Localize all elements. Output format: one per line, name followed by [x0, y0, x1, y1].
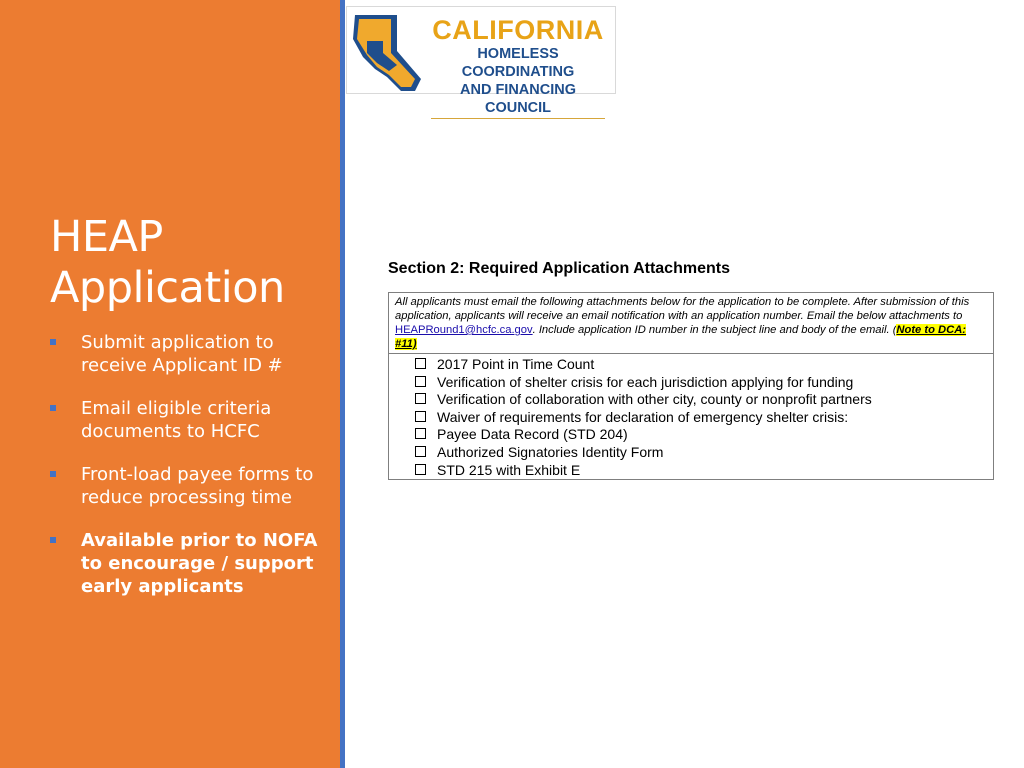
email-link[interactable]: HEAPRound1@hcfc.ca.gov — [395, 324, 533, 336]
checklist-item: STD 215 with Exhibit E — [415, 462, 993, 480]
bullet-item: Submit application to receive Applicant ID # — [50, 331, 330, 377]
note-highlight: Note to DCA: #11) — [395, 324, 967, 350]
logo-line1: CALIFORNIA — [432, 15, 604, 45]
bullet-list — [50, 331, 330, 618]
checkbox-icon[interactable] — [415, 358, 426, 369]
logo-line3: AND FINANCING COUNCIL — [460, 82, 576, 116]
logo-text — [425, 15, 611, 119]
slide-title-line1: HEAP — [50, 212, 163, 262]
checklist-item: Authorized Signatories Identity Form — [415, 444, 993, 462]
square-bullet-icon — [50, 339, 56, 345]
slide-title-line2: Application — [50, 263, 285, 313]
logo-line2: HOMELESS COORDINATING — [461, 46, 575, 80]
checkbox-icon[interactable] — [415, 446, 426, 457]
checkbox-icon[interactable] — [415, 428, 426, 439]
checklist-item: Verification of shelter crisis for each jurisdiction applying for funding — [415, 374, 993, 392]
attachment-checklist — [389, 354, 993, 479]
california-map-icon — [349, 11, 423, 93]
checklist-item: Waiver of requirements for declaration of emergency shelter crisis: — [415, 409, 993, 427]
checklist-item: 2017 Point in Time Count — [415, 356, 993, 374]
square-bullet-icon — [50, 471, 56, 477]
hcfc-logo — [346, 6, 616, 116]
attachments-intro: All applicants must email the following attachments below for the application to be complete. After submission of this application, applicants will receive an email notification with an application number. Email the below attachments to HEAPRound1@hcfc.ca.gov. Include application ID number in the subject line and body of the email. (Note to DCA: #11) — [389, 293, 993, 354]
checkbox-icon[interactable] — [415, 376, 426, 387]
checkbox-icon[interactable] — [415, 393, 426, 404]
checklist-item: Payee Data Record (STD 204) — [415, 426, 993, 444]
panel-divider — [340, 0, 345, 768]
checkbox-icon[interactable] — [415, 411, 426, 422]
bullet-item: Available prior to NOFA to encourage / support early applicants — [50, 529, 330, 598]
square-bullet-icon — [50, 405, 56, 411]
logo-rule — [431, 118, 605, 119]
checklist-item: Verification of collaboration with other city, county or nonprofit partners — [415, 391, 993, 409]
bullet-item: Email eligible criteria documents to HCFC — [50, 397, 330, 443]
square-bullet-icon — [50, 537, 56, 543]
attachments-table — [388, 292, 994, 480]
checkbox-icon[interactable] — [415, 464, 426, 475]
section-heading: Section 2: Required Application Attachments — [388, 260, 730, 277]
bullet-item: Front-load payee forms to reduce processing time — [50, 463, 330, 509]
slide-title — [50, 212, 330, 314]
